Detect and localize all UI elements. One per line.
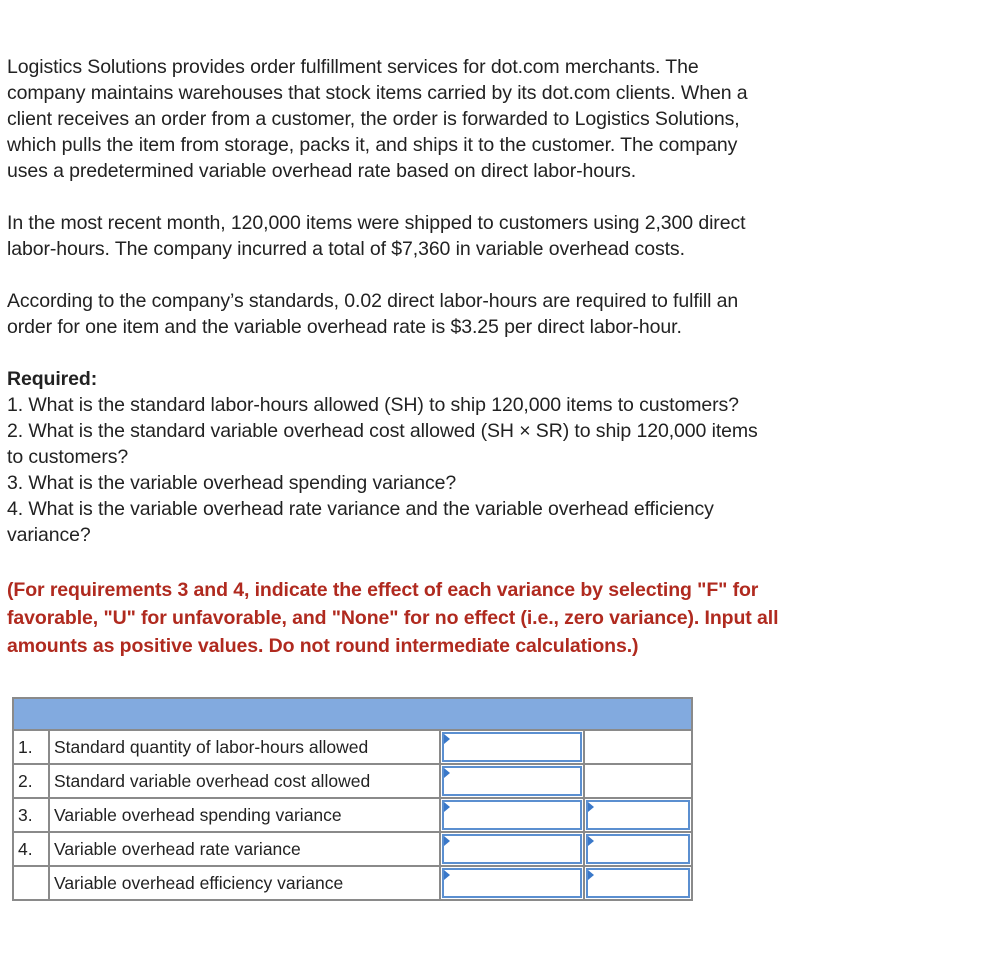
effect-select[interactable] [586, 868, 690, 898]
text-line: which pulls the item from storage, packs it, and ships it to the customer. The company [7, 134, 738, 156]
input-marker-icon [588, 802, 594, 812]
amount-input[interactable] [442, 732, 582, 762]
input-marker-icon [444, 734, 450, 744]
effect-cell [584, 832, 692, 866]
input-marker-icon [588, 870, 594, 880]
effect-cell [584, 866, 692, 900]
intro-paragraph [7, 54, 748, 184]
amount-cell [440, 764, 584, 798]
effect-cell [584, 764, 692, 798]
row-number: 3. [13, 798, 49, 832]
requirement-line: 1. What is the standard labor-hours allowed (SH) to ship 120,000 items to customers? [7, 394, 739, 416]
requirement-line: variance? [7, 524, 91, 546]
text-line: In the most recent month, 120,000 items were shipped to customers using 2,300 direct [7, 212, 746, 234]
text-line: order for one item and the variable overhead rate is $3.25 per direct labor-hour. [7, 316, 682, 338]
instruction-line: favorable, "U" for unfavorable, and "None" for no effect (i.e., zero variance). Input all [7, 607, 779, 629]
input-marker-icon [444, 870, 450, 880]
text-line: company maintains warehouses that stock items carried by its dot.com clients. When a [7, 82, 748, 104]
amount-cell [440, 866, 584, 900]
amount-input[interactable] [442, 766, 582, 796]
input-marker-icon [588, 836, 594, 846]
amount-cell [440, 730, 584, 764]
amount-input[interactable] [442, 868, 582, 898]
effect-select[interactable] [586, 800, 690, 830]
effect-cell [584, 798, 692, 832]
text-line: uses a predetermined variable overhead rate based on direct labor-hours. [7, 160, 637, 182]
instruction-line: (For requirements 3 and 4, indicate the effect of each variance by selecting "F" for [7, 579, 759, 601]
requirement-line: to customers? [7, 446, 129, 468]
requirement-line: 3. What is the variable overhead spending variance? [7, 472, 457, 494]
row-label: Variable overhead rate variance [49, 832, 440, 866]
table-row [13, 730, 692, 764]
requirement-line: 4. What is the variable overhead rate variance and the variable overhead efficiency [7, 498, 714, 520]
table-row [13, 866, 692, 900]
row-label: Standard variable overhead cost allowed [49, 764, 440, 798]
row-label: Variable overhead spending variance [49, 798, 440, 832]
row-label: Variable overhead efficiency variance [49, 866, 440, 900]
standards-paragraph [7, 288, 738, 340]
row-label: Standard quantity of labor-hours allowed [49, 730, 440, 764]
row-number: 2. [13, 764, 49, 798]
input-marker-icon [444, 802, 450, 812]
effect-cell [584, 730, 692, 764]
input-marker-icon [444, 836, 450, 846]
text-line: client receives an order from a customer, the order is forwarded to Logistics Solutions, [7, 108, 740, 130]
table-row [13, 798, 692, 832]
requirement-line: 2. What is the standard variable overhead cost allowed (SH × SR) to ship 120,000 items [7, 420, 758, 442]
instruction-line: amounts as positive values. Do not round intermediate calculations.) [7, 635, 639, 657]
effect-select[interactable] [586, 834, 690, 864]
input-marker-icon [444, 768, 450, 778]
row-number: 1. [13, 730, 49, 764]
row-number: 4. [13, 832, 49, 866]
table-row [13, 764, 692, 798]
required-section [7, 366, 758, 548]
text-line: According to the company’s standards, 0.02 direct labor-hours are required to fulfill an [7, 290, 739, 312]
instructions [7, 576, 778, 660]
amount-cell [440, 798, 584, 832]
table-header [13, 698, 692, 730]
amount-cell [440, 832, 584, 866]
answer-table [12, 697, 693, 901]
table-row [13, 832, 692, 866]
amount-input[interactable] [442, 834, 582, 864]
text-line: labor-hours. The company incurred a total of $7,360 in variable overhead costs. [7, 238, 685, 260]
row-number [13, 866, 49, 900]
month-paragraph [7, 210, 745, 262]
text-line: Logistics Solutions provides order fulfillment services for dot.com merchants. The [7, 56, 699, 78]
amount-input[interactable] [442, 800, 582, 830]
required-heading: Required: [7, 368, 98, 390]
